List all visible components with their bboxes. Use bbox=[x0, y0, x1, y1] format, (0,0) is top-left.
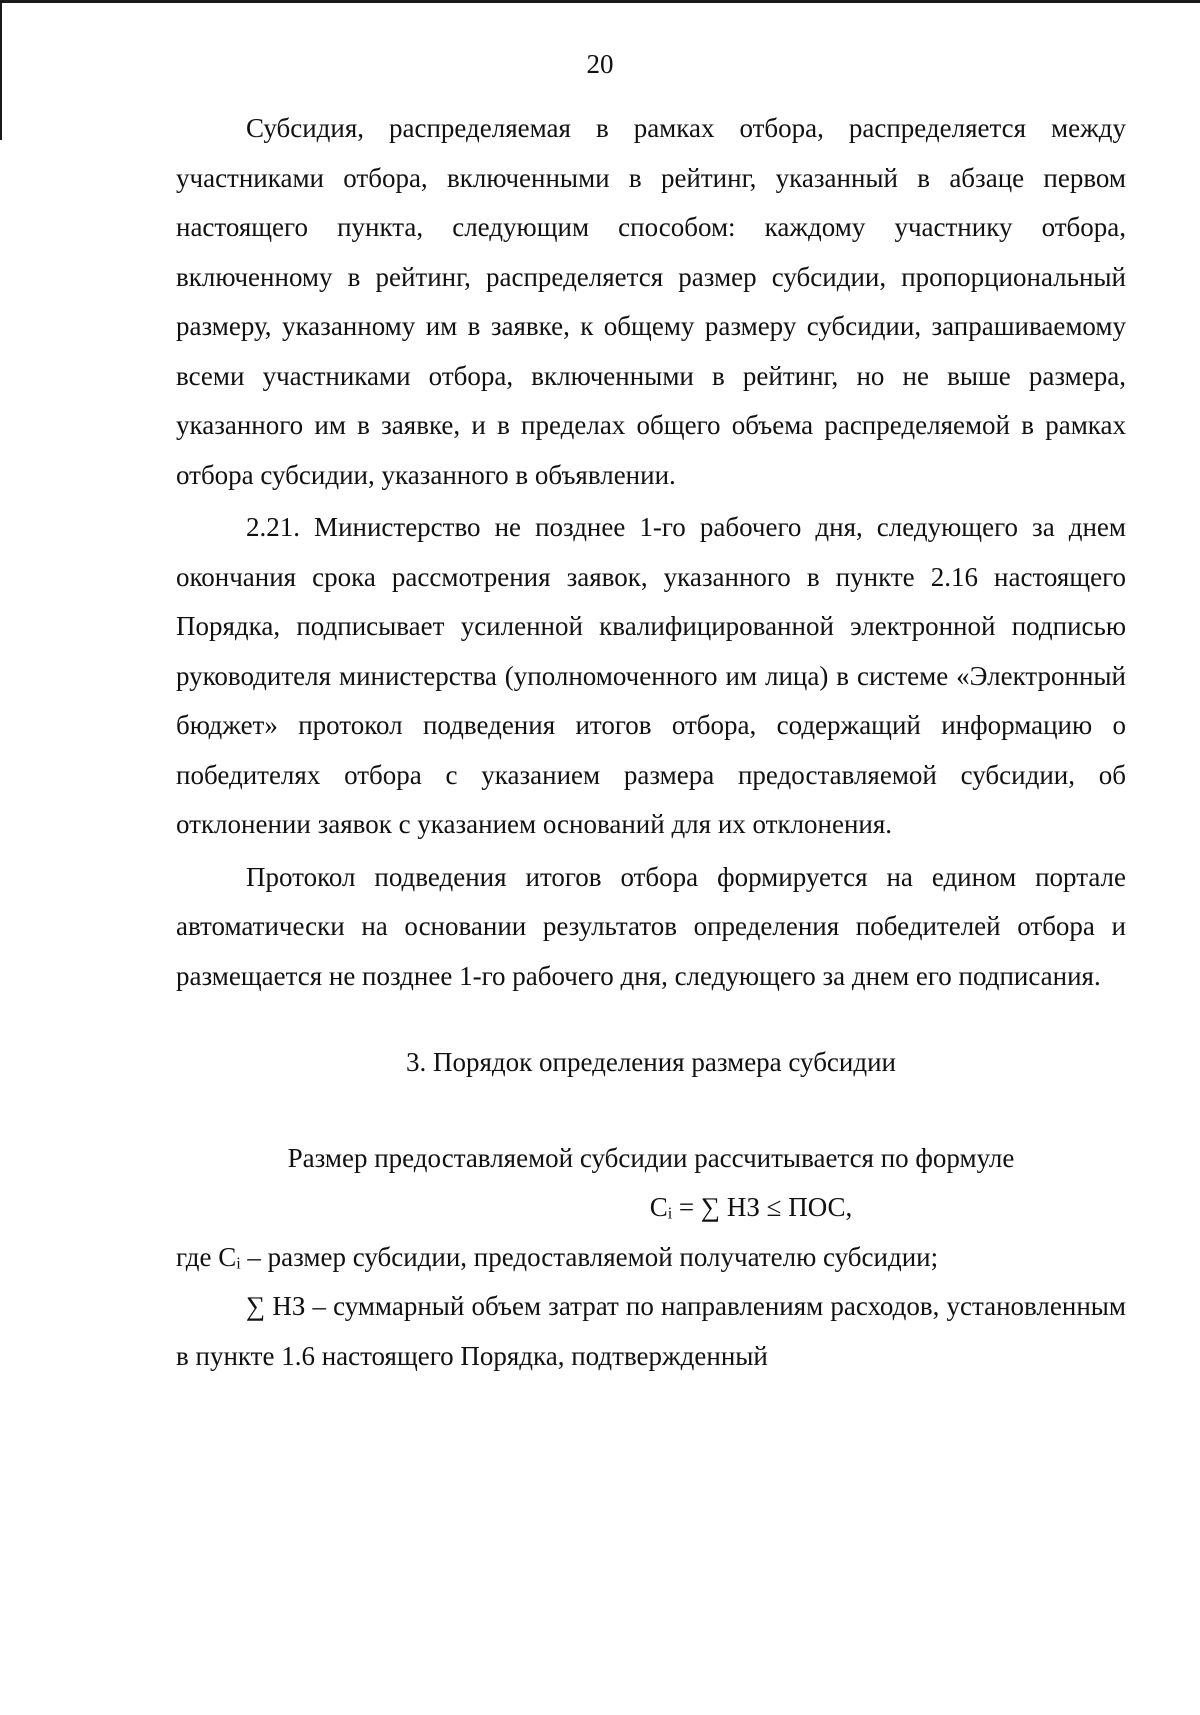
paragraph-2-21: 2.21. Министерство не позднее 1-го рабочего дня, следующего за днем окончания срока рассмотрения заявок, указанного в пункте 2.16 настоящего Порядка, подписывает усиленной квалифицированной электронной подписью руководителя министерства (уполномоченного им лица) в системе «Электронный бюджет» протокол подведения итогов отбора, содержащий информацию о победителях отбора с указанием размера предоставляемой субсидии, об отклонении заявок с указанием оснований для их отклонения. bbox=[176, 512, 1126, 839]
formula-where-line: где Cᵢ – размер субсидии, предоставляемой получателю субсидии; bbox=[176, 1241, 939, 1272]
scan-top-edge bbox=[0, 0, 1200, 3]
document-body bbox=[176, 104, 1126, 1381]
paragraph-subsidy-distribution: Субсидия, распределяемая в рамках отбора, распределяется между участниками отбора, включенными в рейтинг, указанный в абзаце первом настоящего пункта, следующим способом: каждому участнику отбора, включенному в рейтинг, распределяется размер субсидии, пропорциональный размеру, указанному им в заявке, к общему размеру субсидии, запрашиваемому всеми участниками отбора, включенными в рейтинг, но не выше размера, указанного им в заявке, и в пределах общего объема распределяемой в рамках отбора субсидии, указанного в объявлении. bbox=[176, 113, 1126, 490]
paragraph-protocol: Протокол подведения итогов отбора формируется на едином портале автоматически на основании результатов определения победителей отбора и размещается не позднее 1-го рабочего дня, следующего за днем его подписания. bbox=[176, 861, 1126, 991]
formula-intro: Размер предоставляемой субсидии рассчитывается по формуле bbox=[287, 1142, 1015, 1173]
section-heading: 3. Порядок определения размера субсидии bbox=[406, 1047, 896, 1077]
formula-sum-definition: ∑ НЗ – суммарный объем затрат по направлениям расходов, установленным в пункте 1.6 настоящего Порядка, подтвержденный bbox=[176, 1291, 1126, 1371]
page-number: 20 bbox=[586, 49, 614, 79]
formula: Cᵢ = ∑ НЗ ≤ ПОС, bbox=[649, 1192, 853, 1222]
